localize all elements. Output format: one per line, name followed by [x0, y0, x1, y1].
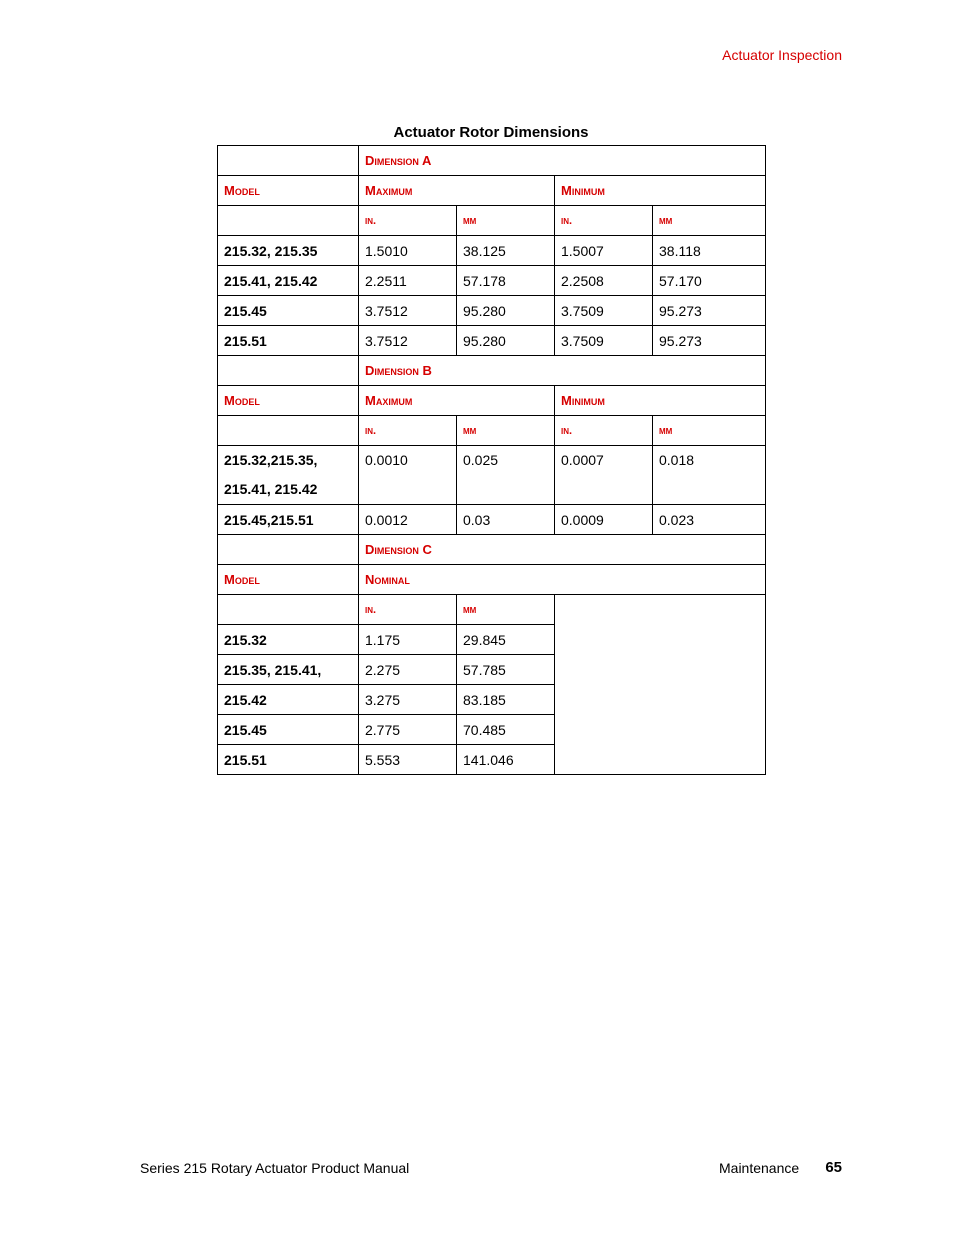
minimum-label: Minimum [555, 386, 766, 416]
empty-cell [218, 206, 359, 236]
empty-cell [555, 595, 766, 775]
dimension-b-label: Dimension B [359, 356, 766, 386]
dimension-a-subheader-row [218, 176, 766, 206]
value-cell: 1.5007 [555, 236, 653, 266]
table-row [218, 505, 766, 535]
value-cell: 141.046 [457, 745, 555, 775]
dimension-c-subheader-row [218, 565, 766, 595]
value-cell: 0.025 [457, 446, 555, 505]
dimension-c-label: Dimension C [359, 535, 766, 565]
value-cell: 3.7512 [359, 296, 457, 326]
unit-mm-label: mm [457, 206, 555, 236]
empty-cell [218, 535, 359, 565]
empty-cell [218, 356, 359, 386]
model-line: 215.32,215.35, [224, 452, 318, 468]
table-row [218, 266, 766, 296]
value-cell: 0.023 [653, 505, 766, 535]
unit-in-label: in. [359, 416, 457, 446]
model-label: Model [218, 386, 359, 416]
model-cell: 215.32 [218, 625, 359, 655]
value-cell: 95.273 [653, 326, 766, 356]
dimension-b-subheader-row [218, 386, 766, 416]
model-label: Model [218, 176, 359, 206]
model-cell: 215.45,215.51 [218, 505, 359, 535]
value-cell: 1.175 [359, 625, 457, 655]
value-cell: 3.7509 [555, 326, 653, 356]
unit-in-label: in. [359, 595, 457, 625]
value-cell: 0.03 [457, 505, 555, 535]
unit-in-label: in. [555, 416, 653, 446]
value-cell: 57.178 [457, 266, 555, 296]
model-cell: 215.42 [218, 685, 359, 715]
rotor-dimensions-table [217, 145, 766, 775]
table-row [218, 326, 766, 356]
model-cell: 215.51 [218, 326, 359, 356]
value-cell: 2.275 [359, 655, 457, 685]
model-cell: 215.32, 215.35 [218, 236, 359, 266]
model-cell: 215.45 [218, 296, 359, 326]
value-cell: 70.485 [457, 715, 555, 745]
empty-cell [218, 595, 359, 625]
value-cell: 0.018 [653, 446, 766, 505]
value-cell: 2.775 [359, 715, 457, 745]
value-cell: 83.185 [457, 685, 555, 715]
value-cell: 3.7512 [359, 326, 457, 356]
model-cell: 215.51 [218, 745, 359, 775]
value-cell: 5.553 [359, 745, 457, 775]
model-label: Model [218, 565, 359, 595]
value-cell: 38.125 [457, 236, 555, 266]
dimension-b-header-row [218, 356, 766, 386]
dimension-c-units-row [218, 595, 766, 625]
running-header: Actuator Inspection [722, 47, 842, 63]
table-row [218, 296, 766, 326]
unit-in-label: in. [555, 206, 653, 236]
nominal-label: Nominal [359, 565, 766, 595]
model-cell: 215.35, 215.41, [218, 655, 359, 685]
value-cell: 95.280 [457, 296, 555, 326]
value-cell: 0.0007 [555, 446, 653, 505]
value-cell: 57.170 [653, 266, 766, 296]
model-cell [218, 446, 359, 505]
empty-cell [218, 146, 359, 176]
unit-mm-label: mm [653, 416, 766, 446]
value-cell: 57.785 [457, 655, 555, 685]
empty-cell [218, 416, 359, 446]
dimension-a-header-row [218, 146, 766, 176]
table-row [218, 446, 766, 505]
value-cell: 0.0012 [359, 505, 457, 535]
unit-mm-label: mm [653, 206, 766, 236]
model-cell: 215.45 [218, 715, 359, 745]
dimension-a-label: Dimension A [359, 146, 766, 176]
dimension-c-header-row [218, 535, 766, 565]
unit-in-label: in. [359, 206, 457, 236]
value-cell: 95.273 [653, 296, 766, 326]
value-cell: 3.275 [359, 685, 457, 715]
value-cell: 95.280 [457, 326, 555, 356]
value-cell: 38.118 [653, 236, 766, 266]
table-title: Actuator Rotor Dimensions [393, 124, 589, 141]
value-cell: 1.5010 [359, 236, 457, 266]
unit-mm-label: mm [457, 595, 555, 625]
value-cell: 2.2511 [359, 266, 457, 296]
footer-manual-title: Series 215 Rotary Actuator Product Manual [140, 1160, 410, 1176]
unit-mm-label: mm [457, 416, 555, 446]
value-cell: 3.7509 [555, 296, 653, 326]
value-cell: 0.0009 [555, 505, 653, 535]
value-cell: 0.0010 [359, 446, 457, 505]
table-row [218, 236, 766, 266]
value-cell: 2.2508 [555, 266, 653, 296]
footer-section: Maintenance [719, 1160, 800, 1176]
maximum-label: Maximum [359, 176, 555, 206]
model-cell: 215.41, 215.42 [218, 266, 359, 296]
value-cell: 29.845 [457, 625, 555, 655]
dimension-b-units-row [218, 416, 766, 446]
dimension-a-units-row [218, 206, 766, 236]
page-number: 65 [825, 1159, 842, 1176]
model-line: 215.41, 215.42 [224, 481, 318, 497]
maximum-label: Maximum [359, 386, 555, 416]
minimum-label: Minimum [555, 176, 766, 206]
